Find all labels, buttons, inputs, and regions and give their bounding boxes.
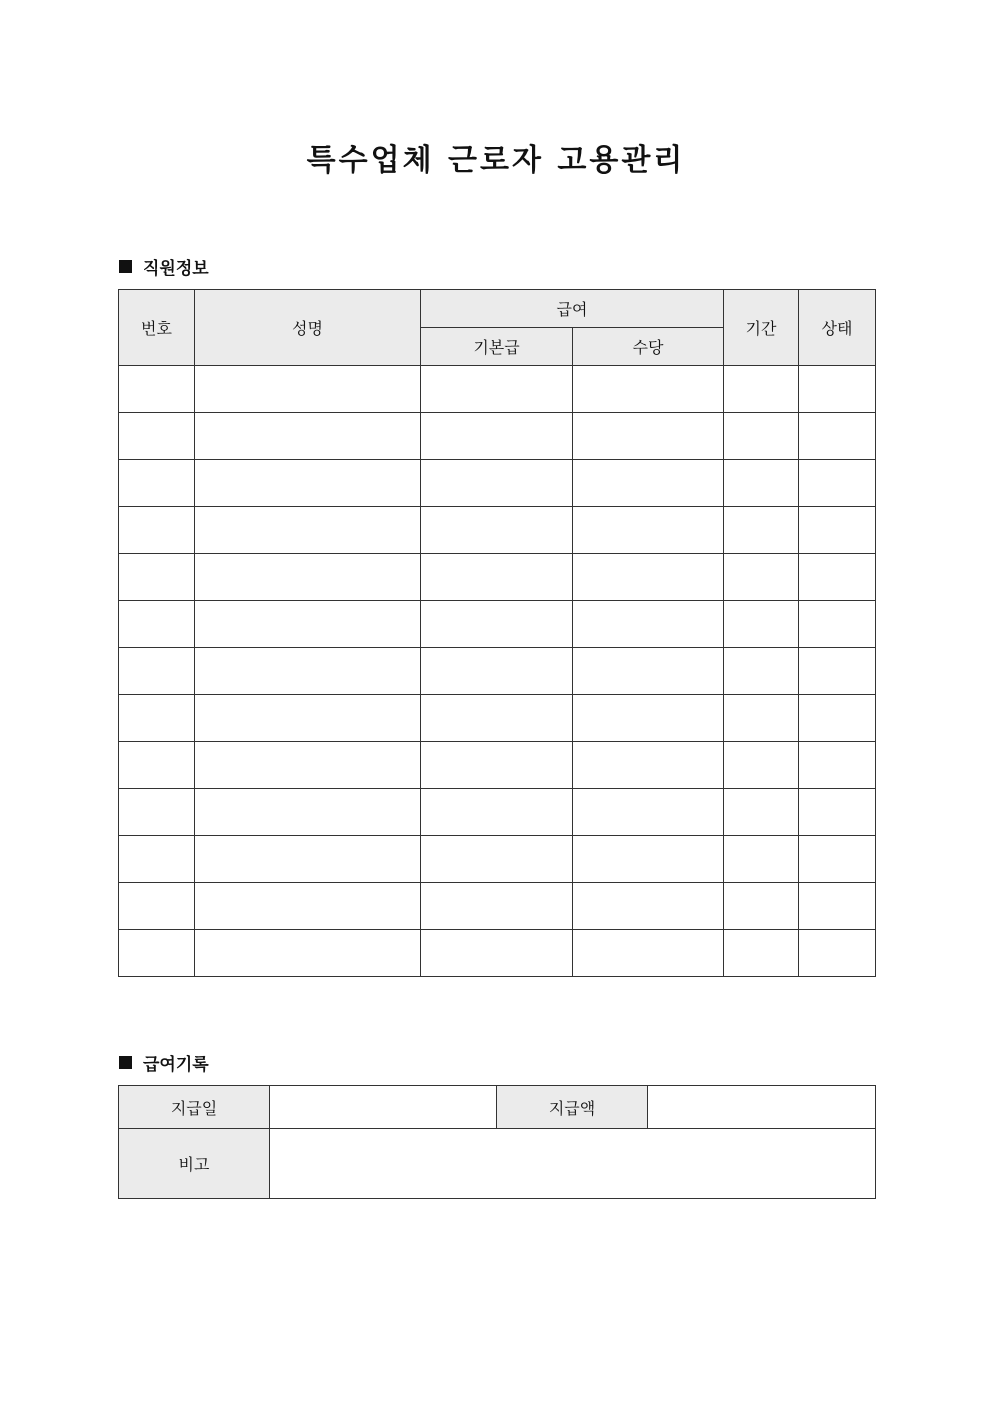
cell-name[interactable] bbox=[195, 930, 421, 977]
document-title: 특수업체 근로자 고용관리 bbox=[306, 143, 686, 178]
cell-allowance[interactable] bbox=[573, 883, 724, 930]
square-bullet-icon bbox=[119, 260, 132, 273]
cell-base-pay[interactable] bbox=[421, 507, 573, 554]
cell-allowance[interactable] bbox=[573, 366, 724, 413]
cell-number[interactable] bbox=[119, 742, 195, 789]
cell-name[interactable] bbox=[195, 789, 421, 836]
cell-period[interactable] bbox=[724, 883, 799, 930]
staff-info-table bbox=[118, 289, 876, 977]
cell-allowance[interactable] bbox=[573, 836, 724, 883]
cell-base-pay[interactable] bbox=[421, 695, 573, 742]
cell-number[interactable] bbox=[119, 507, 195, 554]
square-bullet-icon bbox=[119, 1056, 132, 1069]
cell-allowance[interactable] bbox=[573, 460, 724, 507]
cell-period[interactable] bbox=[724, 366, 799, 413]
cell-status[interactable] bbox=[799, 601, 876, 648]
cell-period[interactable] bbox=[724, 836, 799, 883]
cell-name[interactable] bbox=[195, 836, 421, 883]
pay-date-label: 지급일 bbox=[119, 1086, 270, 1129]
cell-allowance[interactable] bbox=[573, 507, 724, 554]
cell-name[interactable] bbox=[195, 883, 421, 930]
cell-status[interactable] bbox=[799, 930, 876, 977]
cell-allowance[interactable] bbox=[573, 930, 724, 977]
table-row bbox=[119, 366, 876, 413]
cell-status[interactable] bbox=[799, 742, 876, 789]
cell-base-pay[interactable] bbox=[421, 601, 573, 648]
table-row bbox=[119, 554, 876, 601]
cell-base-pay[interactable] bbox=[421, 836, 573, 883]
table-row bbox=[119, 601, 876, 648]
cell-period[interactable] bbox=[724, 507, 799, 554]
cell-period[interactable] bbox=[724, 695, 799, 742]
cell-allowance[interactable] bbox=[573, 742, 724, 789]
cell-allowance[interactable] bbox=[573, 554, 724, 601]
cell-allowance[interactable] bbox=[573, 601, 724, 648]
payroll-record-table bbox=[118, 1085, 876, 1199]
cell-name[interactable] bbox=[195, 554, 421, 601]
header-name: 성명 bbox=[195, 290, 421, 366]
cell-status[interactable] bbox=[799, 507, 876, 554]
section-heading-payroll-label: 급여기록 bbox=[143, 1055, 209, 1075]
header-status: 상태 bbox=[799, 290, 876, 366]
section-heading-staff-label: 직원정보 bbox=[143, 259, 209, 279]
cell-number[interactable] bbox=[119, 413, 195, 460]
header-base-pay: 기본급 bbox=[421, 328, 573, 366]
table-row bbox=[119, 883, 876, 930]
cell-number[interactable] bbox=[119, 789, 195, 836]
cell-number[interactable] bbox=[119, 554, 195, 601]
cell-name[interactable] bbox=[195, 695, 421, 742]
cell-name[interactable] bbox=[195, 742, 421, 789]
cell-status[interactable] bbox=[799, 554, 876, 601]
cell-status[interactable] bbox=[799, 883, 876, 930]
cell-base-pay[interactable] bbox=[421, 789, 573, 836]
header-salary: 급여 bbox=[421, 290, 724, 328]
table-row bbox=[119, 742, 876, 789]
cell-period[interactable] bbox=[724, 930, 799, 977]
note-field[interactable] bbox=[270, 1129, 876, 1199]
cell-name[interactable] bbox=[195, 460, 421, 507]
section-heading-staff bbox=[119, 254, 209, 279]
cell-number[interactable] bbox=[119, 883, 195, 930]
header-allowance: 수당 bbox=[573, 328, 724, 366]
table-row bbox=[119, 695, 876, 742]
cell-name[interactable] bbox=[195, 648, 421, 695]
cell-period[interactable] bbox=[724, 460, 799, 507]
cell-number[interactable] bbox=[119, 930, 195, 977]
cell-period[interactable] bbox=[724, 789, 799, 836]
cell-period[interactable] bbox=[724, 648, 799, 695]
cell-number[interactable] bbox=[119, 460, 195, 507]
cell-base-pay[interactable] bbox=[421, 648, 573, 695]
cell-base-pay[interactable] bbox=[421, 413, 573, 460]
cell-name[interactable] bbox=[195, 601, 421, 648]
cell-name[interactable] bbox=[195, 366, 421, 413]
pay-amount-field[interactable] bbox=[648, 1086, 876, 1129]
cell-allowance[interactable] bbox=[573, 695, 724, 742]
cell-base-pay[interactable] bbox=[421, 930, 573, 977]
cell-status[interactable] bbox=[799, 648, 876, 695]
header-period: 기간 bbox=[724, 290, 799, 366]
cell-allowance[interactable] bbox=[573, 789, 724, 836]
table-row bbox=[119, 836, 876, 883]
cell-status[interactable] bbox=[799, 695, 876, 742]
table-row bbox=[119, 930, 876, 977]
cell-allowance[interactable] bbox=[573, 413, 724, 460]
cell-status[interactable] bbox=[799, 413, 876, 460]
table-row bbox=[119, 413, 876, 460]
header-number: 번호 bbox=[119, 290, 195, 366]
cell-period[interactable] bbox=[724, 554, 799, 601]
cell-period[interactable] bbox=[724, 601, 799, 648]
cell-number[interactable] bbox=[119, 366, 195, 413]
cell-allowance[interactable] bbox=[573, 648, 724, 695]
cell-number[interactable] bbox=[119, 648, 195, 695]
table-row bbox=[119, 789, 876, 836]
cell-name[interactable] bbox=[195, 507, 421, 554]
cell-status[interactable] bbox=[799, 836, 876, 883]
cell-number[interactable] bbox=[119, 695, 195, 742]
cell-base-pay[interactable] bbox=[421, 883, 573, 930]
table-row bbox=[119, 648, 876, 695]
pay-date-field[interactable] bbox=[270, 1086, 497, 1129]
cell-name[interactable] bbox=[195, 413, 421, 460]
section-heading-payroll bbox=[119, 1050, 209, 1075]
cell-base-pay[interactable] bbox=[421, 742, 573, 789]
cell-status[interactable] bbox=[799, 366, 876, 413]
cell-base-pay[interactable] bbox=[421, 554, 573, 601]
table-row bbox=[119, 507, 876, 554]
cell-base-pay[interactable] bbox=[421, 366, 573, 413]
cell-period[interactable] bbox=[724, 742, 799, 789]
cell-base-pay[interactable] bbox=[421, 460, 573, 507]
note-label: 비고 bbox=[119, 1129, 270, 1199]
table-row bbox=[119, 460, 876, 507]
cell-status[interactable] bbox=[799, 789, 876, 836]
pay-amount-label: 지급액 bbox=[497, 1086, 648, 1129]
cell-number[interactable] bbox=[119, 836, 195, 883]
cell-number[interactable] bbox=[119, 601, 195, 648]
cell-period[interactable] bbox=[724, 413, 799, 460]
cell-status[interactable] bbox=[799, 460, 876, 507]
